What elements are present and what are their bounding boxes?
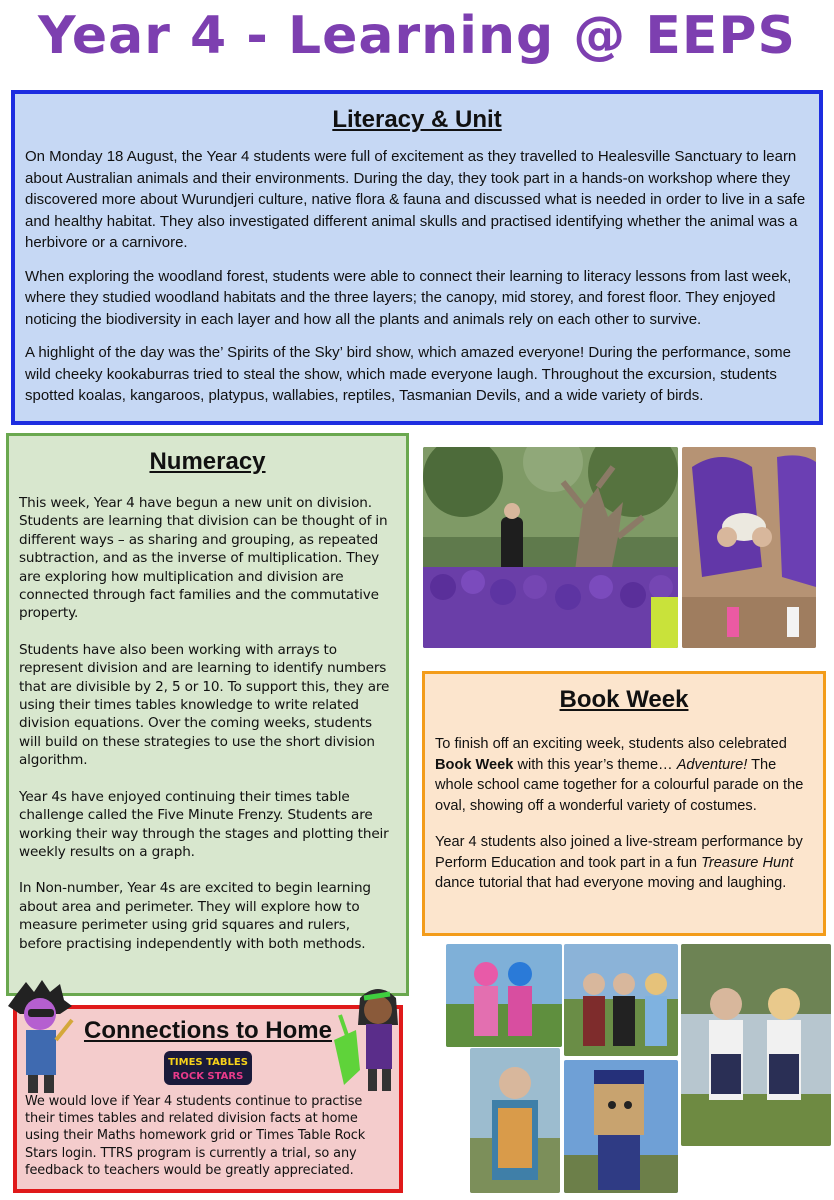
book-week-paragraph-2 (435, 832, 813, 894)
costume-photo-1 (446, 944, 562, 1047)
numeracy-heading: Numeracy (149, 448, 266, 475)
book-week-theme: Adventure! (676, 756, 748, 773)
book-week-heading: Book Week (559, 686, 689, 713)
numeracy-section (6, 433, 409, 996)
book-week-paragraph-1 (435, 734, 813, 816)
literacy-heading: Literacy & Unit (332, 106, 502, 133)
numeracy-paragraph-2: Students have also been working with arrays to represent division and are learning to identify numbers that are divisible by 2, 5 or 10. To support this, they are using their times tables knowledge to write related division equations. Over the coming weeks, students will build on these strategies to use the short division algorithm. (19, 641, 390, 769)
costume-photo-5 (564, 1060, 678, 1193)
excursion-group-photo (423, 447, 678, 648)
book-week-treasure-hunt: Treasure Hunt (701, 854, 794, 871)
numeracy-paragraph-3: Year 4s have enjoyed continuing their times table challenge called the Five Minute Frenzy. Students are working their way through the stages and plotting their weekly results on a graph. (19, 788, 389, 860)
book-week-text: Year 4 students also joined a live-stream performance by Perform Education and took part in a fun (435, 834, 803, 871)
skull-photo (682, 447, 816, 648)
costume-photo-4 (470, 1048, 560, 1193)
ttrs-logo-line-1: TIMES TABLES (168, 1057, 248, 1068)
book-week-section (422, 671, 826, 936)
book-week-text: The whole school came together for a colourful parade on the oval, showing off a wonderful variety of costumes. (435, 756, 804, 814)
connections-paragraph: We would love if Year 4 students continue to practise their times tables and related division facts at home using their Maths homework grid or Times Table Rock Stars login. TTRS program is currently a trial, so any feedback to teachers would be greatly appreciated. (25, 1094, 366, 1178)
book-week-text: To finish off an exciting week, students also celebrated (435, 736, 787, 752)
book-week-text: dance tutorial that had everyone moving and laughing. (435, 875, 787, 891)
costume-photo-2 (564, 944, 678, 1056)
rockstar-character-left-icon (6, 980, 74, 1095)
ttrs-logo-line-2: ROCK STARS (172, 1071, 244, 1082)
book-week-text: with this year’s theme… (513, 756, 677, 773)
ttrs-logo (162, 1049, 254, 1087)
page-title: Year 4 - Learning @ EEPS (38, 6, 796, 66)
connections-heading: Connections to Home (83, 1017, 332, 1044)
book-week-bold: Book Week (435, 756, 514, 773)
rockstar-character-right-icon (330, 980, 420, 1095)
numeracy-paragraph-4: In Non-number, Year 4s are excited to begin learning about area and perimeter. They will explore how to measure perimeter using grid squares and rulers, before practising independently with both methods. (19, 880, 371, 952)
literacy-paragraph-1: On Monday 18 August, the Year 4 students were full of excitement as they travelled to Healesville Sanctuary to learn about Australian animals and their environments. During the day, they took part in a hands-on workshop where they discovered more about Wurundjeri culture, native flora & fauna and discussed what is needed in order to live in a safe and healthy habitat. They also investigated different animal skulls and practised identifying whether the animal was a herbivore or a carnivore. (25, 148, 806, 251)
numeracy-paragraph-1: This week, Year 4 have begun a new unit on division. Students are learning that division can be thought of in different ways – as sharing and grouping, as repeated subtraction, and as the inverse of multiplication. They are exploring how multiplication and division are connected through fact families and the commutative property. (19, 495, 388, 622)
literacy-paragraph-3: A highlight of the day was the’ Spirits of the Sky’ bird show, which amazed everyone! During the performance, some wild cheeky kookaburras tried to steal the show, which made everyone laugh. Throughout the excursion, students spotted koalas, kangaroos, platypus, wallabies, reptiles, Tasmanian Devils, and a wide variety of birds. (25, 344, 791, 404)
literacy-paragraph-2: When exploring the woodland forest, students were able to connect their learning to literacy lessons from last week, where they studied woodland habitats and the three layers; the canopy, mid storey, and forest floor. They enjoyed noticing the biodiversity in each layer and how all the plants and animals rely on each other to survive. (25, 267, 792, 328)
literacy-section (11, 90, 823, 425)
costume-photo-3 (681, 944, 831, 1146)
